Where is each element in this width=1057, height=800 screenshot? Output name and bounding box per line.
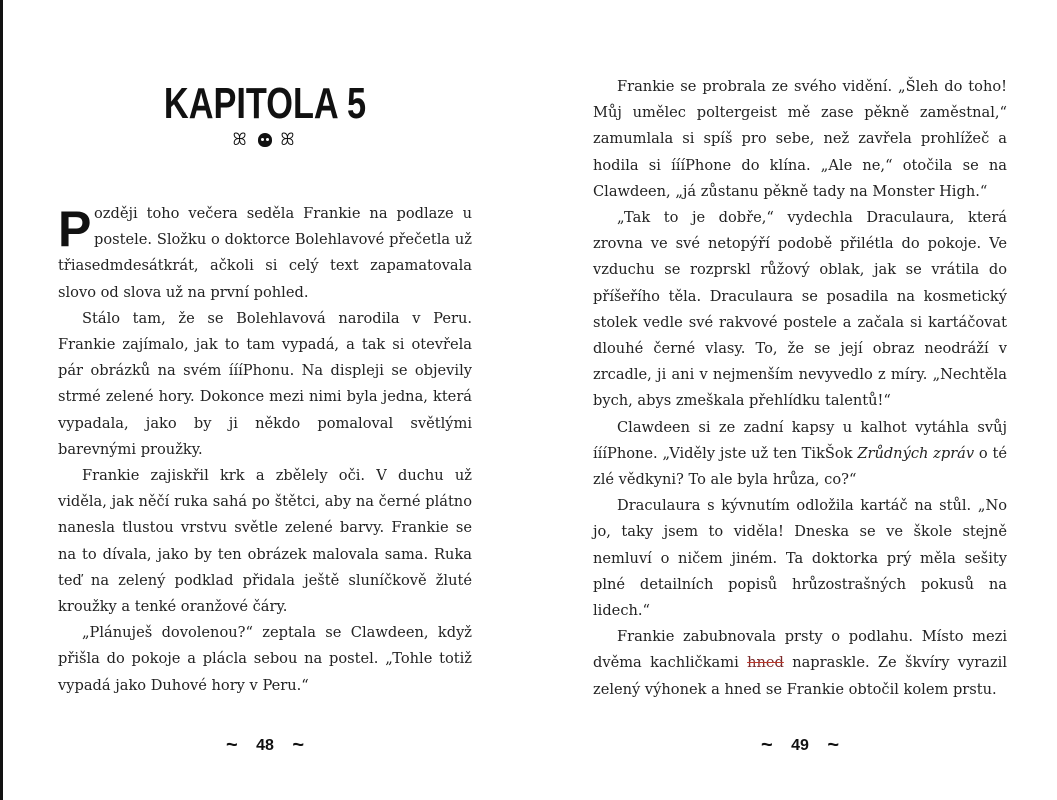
- paragraph-text: ozději toho večera seděla Frankie na podlaze u postele. Složku o doktorce Bolehlavové přečetla už třiasedmdesátkrát, ačkoli si celý text zapamatovala slovo od slova už na první pohled.: [58, 205, 472, 301]
- squiggle-ornament-icon: ~: [827, 734, 840, 756]
- italic-title: Zrůdných zpráv: [857, 444, 975, 462]
- struck-word: hned: [747, 654, 784, 672]
- page-number: 48: [256, 737, 274, 754]
- chapter-title: KAPITOLA 5: [163, 79, 367, 128]
- left-page: [58, 0, 472, 800]
- paragraph-text: napraskle. Ze škvíry vyrazil zelený výhonek a hned se Frankie obtočil kolem prstu.: [593, 654, 1007, 698]
- right-page: [593, 0, 1007, 800]
- right-page-text: [593, 74, 1007, 703]
- squiggle-ornament-icon: ~: [292, 734, 305, 756]
- paragraph: „Plánuješ dovolenou?“ zeptala se Clawdeen, když přišla do pokoje a plácla sebou na postel. „Tohle totiž vypadá jako Duhové hory v Peru.“: [58, 624, 472, 694]
- paragraph: [593, 415, 1007, 494]
- squiggle-ornament-icon: ~: [225, 734, 238, 756]
- page-edge-shadow: [0, 0, 3, 800]
- page-footer: [593, 734, 1007, 757]
- squiggle-ornament-icon: ~: [760, 734, 773, 756]
- skull-with-bow-icon: [258, 133, 272, 147]
- chapter-ornament: [58, 130, 472, 150]
- paragraph: Frankie se probrala ze svého vidění. „Šleh do toho! Můj umělec poltergeist mě zase pěkně zaměstnal,“ zamumlala si spíš pro sebe, než zavřela prohlížeč a hodila si íííPhone do klína. „Ale ne,“ otočila se na Clawdeen, „já zůstanu pěkně tady na Monster High.“: [593, 78, 1007, 200]
- paragraph-text: Clawdeen si ze zadní kapsy u kalhot vytáhla svůj íííPhone. „Viděly jste už ten TikŠok: [593, 418, 1007, 462]
- paragraph: Frankie zajiskřil krk a zbělely oči. V duchu už viděla, jak něčí ruka sahá po štětci, aby na černé plátno nanesla tlustou vrstvu světle zelené barvy. Frankie se na to dívala, jako by ten obrázek malovala sama. Ruka teď na zelený podklad přidala ještě sluníčkově žluté kroužky a tenké oranžové čáry.: [58, 467, 472, 616]
- paragraph-text: o té zlé vědkyni? To ale byla hrůza, co?“: [593, 444, 1007, 489]
- paragraph: [593, 624, 1007, 703]
- drop-cap: P: [58, 201, 92, 257]
- flourish-right-icon: ꕤ: [280, 130, 298, 150]
- paragraph: [58, 201, 472, 306]
- paragraph-text: Frankie zabubnovala prsty o podlahu. Místo mezi dvěma kachličkami: [593, 628, 1007, 672]
- paragraph: Stálo tam, že se Bolehlavová narodila v Peru. Frankie zajímalo, jak to tam vypadá, a tak si otevřela pár obrázků na svém íííPhonu. Na displeji se objevily strmé zelené hory. Dokonce mezi nimi byla jedna, která vypadala, jako by ji někdo pomaloval světlými barevnými proužky.: [58, 309, 472, 458]
- page-number: 49: [791, 737, 809, 754]
- left-page-text: [58, 201, 472, 699]
- page-footer: [58, 734, 472, 757]
- flourish-left-icon: ꕤ: [232, 130, 250, 150]
- paragraph: Draculaura s kývnutím odložila kartáč na stůl. „No jo, taky jsem to viděla! Dneska se ve škole stejně nemluví o ničem jiném. Ta doktorka prý měla sešity plné detailních popisů hrůzostrašných pokusů na lidech.“: [593, 497, 1007, 620]
- paragraph: „Tak to je dobře,“ vydechla Draculaura, která zrovna ve své netopýří podobě přilétla do pokoje. Ve vzduchu se rozprskl růžový oblak, jak se vrátila do příšeřího těla. Draculaura se posadila na kosmetický stolek vedle své rakvové postele a začala si kartáčovat dlouhé černé vlasy. To, že se její obraz neodráží v zrcadle, ji ani v nejmenším nevyvedlo z míry. „Nechtěla bych, abys zmeškala přehlídku talentů!“: [593, 209, 1007, 410]
